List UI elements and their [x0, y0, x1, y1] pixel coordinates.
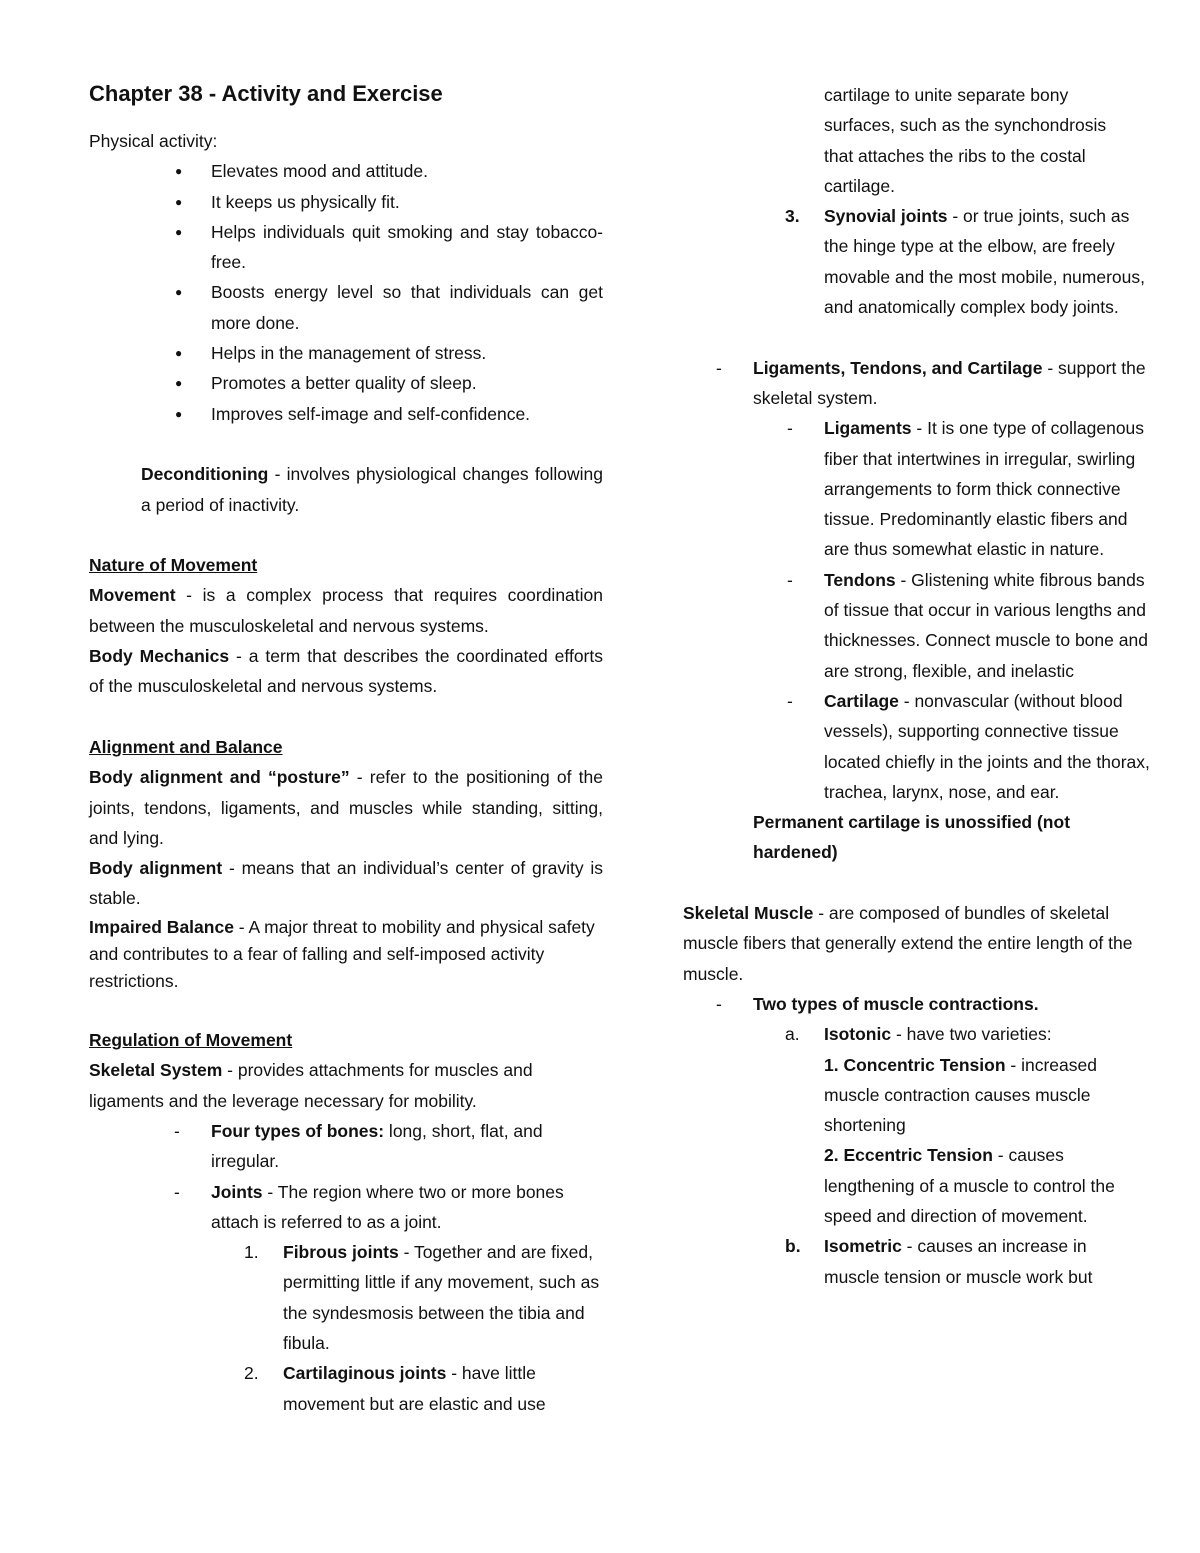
fibrous-joints-item [244, 1237, 603, 1358]
letter-marker: b. [785, 1236, 801, 1257]
term: Skeletal Muscle [683, 903, 814, 924]
page-title: Chapter 38 - Activity and Exercise [89, 81, 443, 106]
isotonic-item [785, 1019, 1153, 1049]
term: Isotonic [824, 1024, 892, 1045]
definition: - nonvascular (without blood vessels), supporting connective tissue located chiefly in the joints and the thorax, trachea, larynx, nose, and ear. [824, 690, 1150, 802]
regulation-heading: Regulation of Movement [89, 1030, 293, 1051]
list-item: ● Improves self-image and self-confidence. [211, 399, 603, 429]
right-column [683, 80, 1153, 1292]
ligaments-item [787, 413, 1153, 564]
term: Deconditioning [141, 464, 269, 485]
term: Joints [211, 1181, 263, 1202]
term: Body alignment [89, 858, 223, 879]
number-marker: 2. [244, 1363, 259, 1384]
physical-activity-list [89, 156, 603, 429]
isometric-item [785, 1231, 1134, 1292]
synovial-joints-item [785, 201, 1153, 322]
definition: - support the skeletal system. [753, 357, 1146, 408]
bones-item [174, 1116, 603, 1177]
list-item: ● Boosts energy level so that individuals can get more done. [211, 277, 603, 338]
definition: - is a complex process that requires coordination between the musculoskeletal and nervous systems. [89, 585, 603, 636]
movement-definition [89, 580, 603, 641]
term: Body Mechanics [89, 646, 230, 667]
cartilaginous-start-text: Cartilaginous joints - have little movement but are elastic and use [283, 1363, 546, 1414]
term: Movement [89, 585, 176, 606]
cartilage-item [787, 686, 1153, 807]
cartilaginous-joints-item-start [244, 1358, 603, 1419]
dash-marker: - [787, 418, 793, 439]
term: Isometric [824, 1236, 902, 1257]
definition: - Together and are fixed, permitting little if any movement, such as the syndesmosis between the tibia and fibula. [283, 1242, 600, 1353]
number-marker: 1. [244, 1242, 259, 1263]
ltc-item [716, 353, 1153, 414]
dash-marker: - [787, 690, 793, 711]
dash-marker: - [174, 1120, 180, 1141]
definition: - refer to the positioning of the joints, tendons, ligaments, and muscles while standing, sitting, and lying. [89, 767, 603, 848]
definition: - A major threat to mobility and physical safety and contributes to a fear of falling and self-imposed activity restrictions. [89, 916, 595, 991]
definition: - Glistening white fibrous bands of tissue that occur in various lengths and thicknesses. Connect muscle to bone and are strong, flexible, and inelastic [824, 569, 1148, 681]
nature-heading: Nature of Movement [89, 555, 258, 576]
term: Synovial joints [824, 206, 948, 227]
tendons-item [787, 565, 1153, 686]
term: Ligaments [824, 418, 912, 439]
label: Two types of muscle contractions. [753, 993, 1039, 1014]
dash-marker: - [787, 569, 793, 590]
definition: - or true joints, such as the hinge type at the elbow, are freely movable and the most mobile, numerous, and anatomically complex body joints. [824, 206, 1145, 318]
definition: - are composed of bundles of skeletal muscle fibers that generally extend the entire length of the muscle. [683, 903, 1133, 984]
posture-definition [89, 762, 603, 853]
list-item: ● Promotes a better quality of sleep. [211, 368, 603, 398]
term: Ligaments, Tendons, and Cartilage [753, 357, 1043, 378]
definition: - It is one type of collagenous fiber that intertwines in irregular, swirling arrangements to form thick connective tissue. Predominantly elastic fibers and are thus somewhat elastic in nature. [824, 418, 1145, 560]
definition: - means that an individual’s center of gravity is stable. [89, 858, 603, 909]
list-item: ● Helps in the management of stress. [211, 338, 603, 368]
permanent-cartilage-note: Permanent cartilage is unossified (not hardened) [753, 812, 1071, 863]
list-item: ● It keeps us physically fit. [211, 187, 603, 217]
impaired-balance-definition [89, 914, 603, 995]
list-item: ● Helps individuals quit smoking and stay tobacco-free. [211, 217, 603, 278]
deconditioning-definition [141, 459, 603, 520]
definition: - increased muscle contraction causes muscle shortening [824, 1054, 1097, 1136]
number-marker: 3. [785, 206, 800, 227]
definition: - involves physiological changes following a period of inactivity. [141, 464, 603, 515]
skeletal-system-definition [89, 1055, 603, 1116]
term: Impaired Balance [89, 916, 234, 937]
term: Four types of bones: [211, 1120, 385, 1141]
term: Tendons [824, 569, 896, 590]
definition: - provides attachments for muscles and ligaments and the leverage necessary for mobility. [89, 1060, 533, 1111]
definition: - The region where two or more bones attach is referred to as a joint. [211, 1181, 564, 1232]
term: Skeletal System [89, 1060, 223, 1081]
eccentric-tension-item [824, 1140, 1124, 1231]
skeletal-muscle-definition [683, 898, 1153, 989]
definition: long, short, flat, and irregular. [211, 1120, 543, 1172]
concentric-tension-item [824, 1050, 1124, 1141]
term: Cartilage [824, 690, 899, 711]
dash-marker: - [716, 357, 722, 378]
term: Body alignment and “posture” [89, 767, 350, 788]
dash-marker: - [174, 1181, 180, 1202]
left-column [89, 80, 603, 1419]
dash-marker: - [716, 993, 722, 1014]
body-mechanics-definition [89, 641, 603, 702]
definition: - a term that describes the coordinated efforts of the musculoskeletal and nervous systems. [89, 646, 603, 697]
body-alignment-definition [89, 853, 603, 914]
definition: - causes an increase in muscle tension or muscle work but [824, 1236, 1093, 1287]
term: 2. Eccentric Tension [824, 1145, 993, 1166]
letter-marker: a. [785, 1024, 800, 1045]
cartilaginous-joints-continued: cartilage to unite separate bony surfaces, such as the synchondrosis that attaches the ribs to the costal cartilage. [824, 85, 1107, 196]
list-item: ● Elevates mood and attitude. [211, 156, 603, 186]
joints-item [174, 1177, 603, 1238]
term: Fibrous joints [283, 1242, 399, 1263]
alignment-heading: Alignment and Balance [89, 736, 283, 757]
definition: - have two varieties: [891, 1024, 1052, 1045]
definition: - causes lengthening of a muscle to control the speed and direction of movement. [824, 1145, 1115, 1226]
term: 1. Concentric Tension [824, 1054, 1006, 1075]
physical-activity-heading: Physical activity: [89, 131, 218, 151]
contractions-item [716, 989, 1153, 1019]
